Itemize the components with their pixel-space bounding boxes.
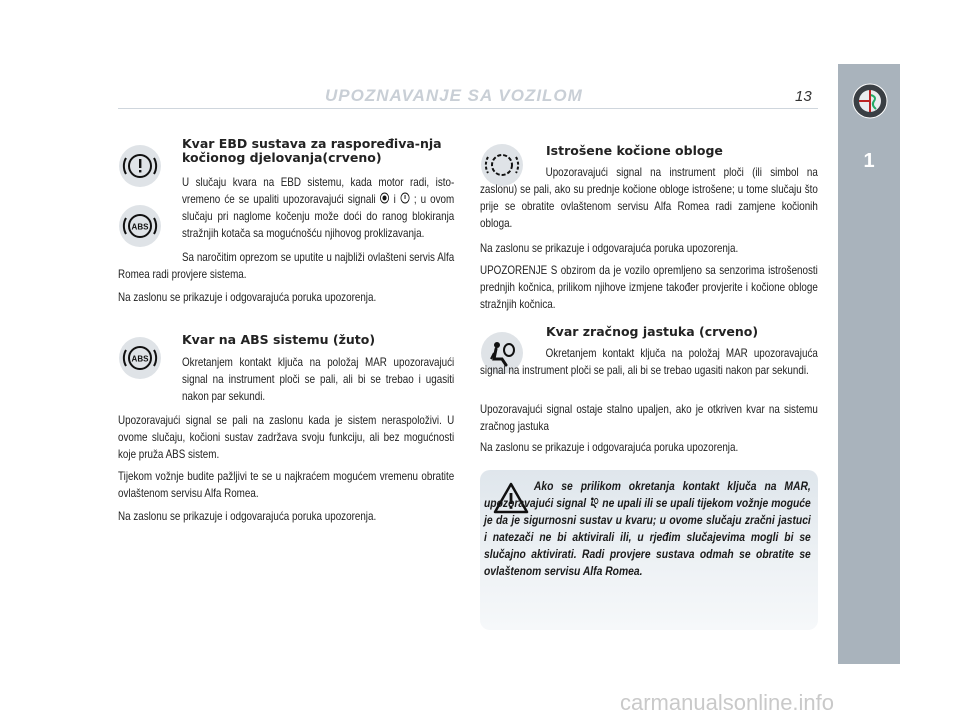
inline-airbag-icon [589,496,599,508]
ebd-paragraph-3: Na zaslonu se prikazuje i odgovarajuća poruka upozorenja. [118,290,377,304]
abs-paragraph-3: Tijekom vožnje budite pažljivi te se u najkraćem mogućem vremenu obratite ovlaštenom servisu Alfa Romea. [118,469,455,500]
chapter-number: 1 [863,150,875,172]
ebd-p1-text-b: ; u ovom slučaju pri naglome kočenju može doći do ranog blokiranja stražnjih kotača sa mogućnošću njihovog proklizavanja. [182,192,455,240]
brake-pads-heading: Istrošene kočione obloge [546,143,723,158]
warning-text [484,478,811,580]
svg-text:ABS: ABS [131,354,149,364]
airbag-paragraph-1: Okretanjem kontakt ključa na položaj MAR upozoravajuća signal na instrument ploči se pali, ali bi se trebao ugasiti nakon par sekundi. [480,346,818,377]
alfa-romeo-logo-icon [852,83,888,119]
abs-paragraph-1: Okretanjem kontakt ključa na položaj MAR upozoravajući signal na instrument ploči se pali, ali bi se trebao i ugasiti nakon par sekundi. [182,355,455,403]
watermark: carmanualsonline.info [620,690,835,715]
svg-text:ABS: ABS [131,222,149,232]
ebd-p1-text-a: U slučaju kvara na EBD sistemu, kada motor radi, isto-vremeno će se upaliti upozoravajući signali [182,175,455,206]
page-number: 13 [795,88,812,105]
pads-paragraph-1: Upozoravajući signal na instrument ploči (ili simbol na zaslonu) se pali, ako su prednje kočione obloge istrošene; u tome slučaju što prije se obratite ovlaštenom servisu Alfa Romea radi zamjene kočionih obloga. [480,165,818,230]
abs-warning-icon [118,204,162,248]
abs-paragraph-4: Na zaslonu se prikazuje i odgovarajuća poruka upozorenja. [118,509,377,523]
brake-warning-icon [118,144,162,188]
ebd-paragraph-2: Sa naročitim oprezom se uputite u najbliži ovlašteni servis Alfa Romea radi provjere sistema. [118,250,455,281]
header-divider [118,108,818,109]
abs-paragraph-2: Upozoravajući signal se pali na zaslonu kada je sistem neraspoloživi. U ovome slučaju, kočioni sustav zadržava svoju funkciju, ali bez mogućnosti koje pruža ABS sistem. [118,413,455,461]
pads-paragraph-2: Na zaslonu se prikazuje i odgovarajuća poruka upozorenja. [480,241,739,255]
ebd-p1-text-mid: i [393,192,396,206]
airbag-fault-heading: Kvar zračnog jastuka (crveno) [546,324,759,339]
ebd-fault-heading: Kvar EBD sustava za raspoređiva-nja kočionog djelovanja(crveno) [182,136,442,165]
ebd-paragraph-1 [182,174,454,242]
abs-system-icon [118,336,162,380]
warning-text-b: ne upali ili se upali tijekom vožnje moguće je da je sigurnosni sustav u kvaru; u ovome slučaju zračni jastuci i natezači ne bi aktivirali ili, u rjeđim slučajevima mogli bi se slučajno aktivirati. Radi provjere sustava odmah se obratite se ovlaštenom servisu Alfa Romea. [484,496,811,578]
airbag-paragraph-2: Upozoravajući signal ostaje stalno upaljen, ako je otkriven kvar na sistemu zračnog jastuka [480,402,818,433]
airbag-paragraph-3: Na zaslonu se prikazuje i odgovarajuća poruka upozorenja. [480,440,739,454]
abs-fault-heading: Kvar na ABS sistemu (žuto) [182,332,376,347]
pads-warning-paragraph: UPOZORENJE S obzirom da je vozilo opremljeno sa senzorima istrošenosti prednjih kočnica, prilikom njihove izmjene također provjerite i kočione obloge stražnjih kočnica. [480,263,818,311]
inline-brake-icon [400,192,410,204]
warning-text-a: Ako se prilikom okretanja kontakt ključa na MAR, upozoravajući signal [484,479,811,510]
page-header-title: UPOZNAVANJE SA VOZILOM [325,86,583,105]
inline-abs-icon [380,192,390,204]
